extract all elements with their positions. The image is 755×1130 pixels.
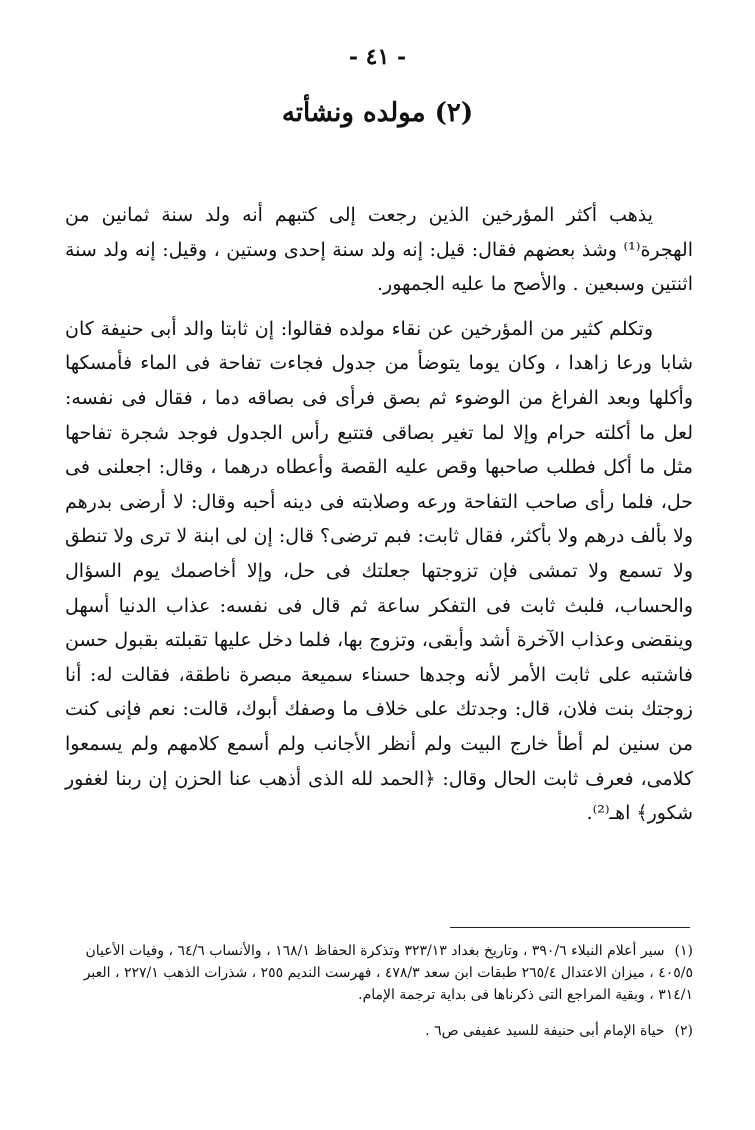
paragraph: يذهب أكثر المؤرخين الذين رجعت إلى كتبهم أنه ولد سنة ثمانين من الهجرة⁽¹⁾ وشذ بعضهم فقال: قيل: إنه ولد سنة إحدى وستين ، وقيل: إنه ولد سنة اثنتين وسبعين . والأصح ما عليه الجمهور. — [65, 204, 693, 296]
body-text — [65, 198, 693, 841]
chapter-title: (٢) مولده ونشأته — [281, 98, 474, 128]
footnote-text: حياة الإمام أبى حنيفة للسيد عفيفى ص٦ . — [425, 1023, 665, 1039]
footnotes — [65, 940, 693, 1056]
paragraph: وتكلم كثير من المؤرخين عن نقاء مولده فقالوا: إن ثابتا والد أبى حنيفة كان شابا ورعا زاهدا ، وكان يوما يتوضأ من جدول فجاءت تفاحة فى الماء فأمسكها وأكلها وبعد الفراغ من الوضوء ثم بصق فرأى فى بصاقه دما ، فقال فى نفسه: لعل ما أكلته حرام وإلا لما تغير بصاقى فتتبع رأس الجدول فوجد شجرة تفاحها مثل ما أكل فطلب صاحبها وقص عليه القصة وأعطاه درهما ، وقال: اجعلنى فى حل، فلما رأى صاحب التفاحة ورعه وصلابته فى دينه أحبه وقال: لا أرضى بدرهم ولا بألف درهم ولا بأكثر، فقال ثابت: فبم ترضى؟ قال: إن لى ابنة لا ترى ولا تنطق ولا تسمع ولا تمشى فإن تزوجتها جعلتك فى حل، وإلا أخاصمك يوم السؤال والحساب، فلبث ثابت فى التفكر ساعة ثم قال فى نفسه: عذاب الدنيا أسهل وينقضى وعذاب الآخرة أشد وأبقى، وتزوج بها، فلما دخل عليها تقبلته بقبول حسن فاشتبه على ثابت الأمر لأنه وجدها حسناء سميعة مبصرة ناطقة، فقالت له: أنا زوجتك بنت فلان، قال: وجدتك على خلاف ما وصفك أبوك، قالت: نعم فإنى كنت من سنين لم أطأ خارج البيت ولم أنظر الأجانب ولم أسمع كلامهم ولم يسمعوا كلامى، فعرف ثابت الحال وقال: ﴿الحمد لله الذى أذهب عنا الحزن إن ربنا لغفور شكور﴾ اهـ⁽²⁾. — [65, 317, 693, 825]
footnote — [65, 940, 693, 1006]
footnote-number: (٢) — [674, 1023, 693, 1039]
footnote-number: (١) — [674, 943, 693, 959]
footnote-divider — [450, 927, 690, 928]
page-number: - ٤١ - — [348, 44, 407, 70]
footnote-text: سير أعلام النبلاء ٣٩٠/٦ ، وتاريخ بغداد ٣٢٣/١٣ وتذكرة الحفاظ ١٦٨/١ ، والأنساب ٦٤/٦ ، وفيات الأعيان ٤٠٥/٥ ، ميزان الاعتدال ٢٦٥/٤ طبقات ابن سعد ٤٧٨/٣ ، فهرست النديم ٢٥٥ ، شذرات الذهب ٢٢٧/١ ، العبر ٣١٤/١ ، وبقية المراجع التى ذكرناها فى بداية ترجمة الإمام. — [83, 943, 693, 1003]
footnote — [65, 1020, 693, 1042]
